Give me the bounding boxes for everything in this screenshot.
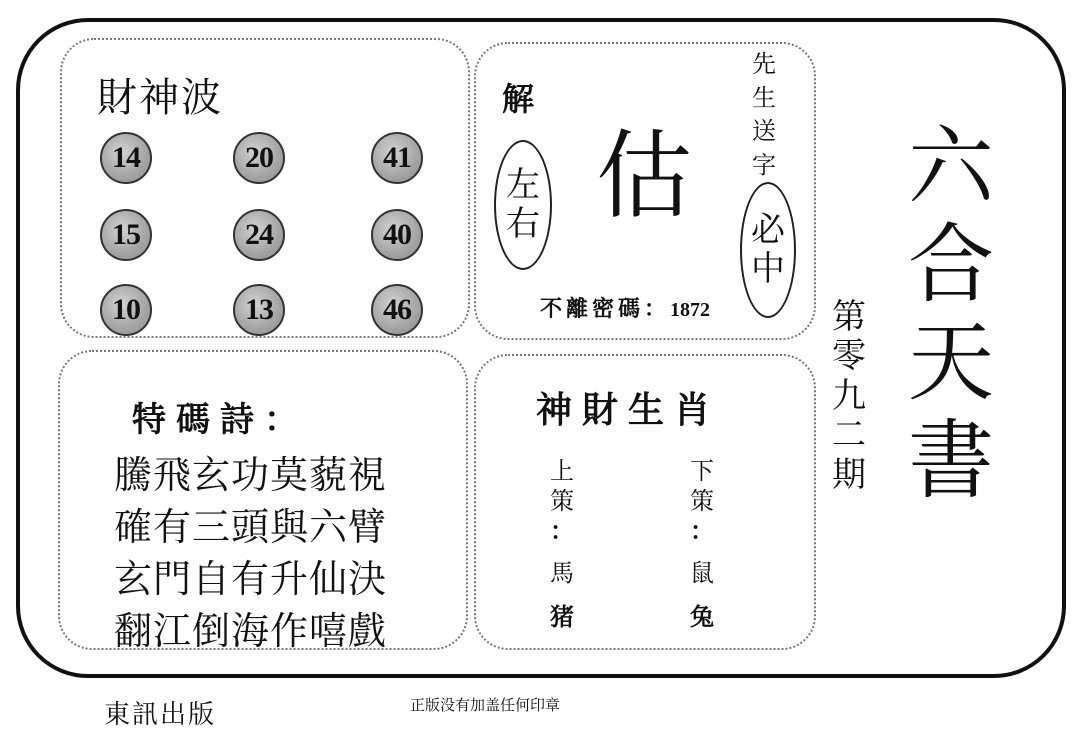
poem-line: 翻江倒海作嘻戲 <box>114 609 388 653</box>
main-title-char: 合 <box>908 215 994 316</box>
authenticity-notice: 正版没有加盖任何印章 <box>410 696 561 714</box>
upper-label-char: 上 <box>550 457 574 485</box>
issue-char: 零 <box>832 336 866 377</box>
upper-colon: ： <box>550 516 574 545</box>
gift-char: 先 <box>752 50 776 78</box>
gift-char: 送 <box>752 117 776 146</box>
issue-char: 九 <box>832 375 866 416</box>
lower-colon: ： <box>690 516 714 545</box>
gift-char: 生 <box>752 83 776 112</box>
main-title-char: 書 <box>908 411 994 512</box>
poem-line: 玄門自有升仙決 <box>114 557 388 601</box>
left-oval <box>494 140 552 270</box>
right-oval-char: 中 <box>751 249 785 289</box>
number-ball: 41 <box>371 132 423 184</box>
poem-title: 特碼詩： <box>132 400 308 440</box>
upper-label-char: 策 <box>550 487 574 515</box>
poem-line: 騰飛玄功莫藐視 <box>114 453 388 497</box>
secret-code-label: 不離密碼： <box>540 296 671 322</box>
lower-animal: 兔 <box>690 602 714 631</box>
main-title-char: 天 <box>908 313 994 414</box>
secret-code-value: 1872 <box>670 299 711 321</box>
lower-animal: 鼠 <box>690 559 714 587</box>
gift-char: 字 <box>752 150 776 179</box>
issue-char: 第 <box>832 297 866 337</box>
issue-char: 二 <box>832 415 866 456</box>
secret-code-line <box>540 292 710 323</box>
lower-label-char: 策 <box>690 487 714 515</box>
poem-line: 確有三頭與六臂 <box>114 505 388 549</box>
number-ball: 20 <box>233 132 285 184</box>
zodiac-title: 神財生肖 <box>536 389 721 431</box>
upper-animal: 馬 <box>550 559 574 587</box>
gift-text-column <box>752 48 776 182</box>
left-oval-char: 左 <box>506 164 540 205</box>
number-ball: 40 <box>371 209 423 261</box>
right-oval-char: 必 <box>751 209 785 250</box>
number-ball: 10 <box>100 284 152 336</box>
number-ball: 15 <box>100 209 152 261</box>
lower-label-char: 下 <box>690 457 714 485</box>
clue-label: 解 <box>502 80 535 118</box>
upper-animal: 猪 <box>550 602 574 631</box>
number-ball: 14 <box>100 132 152 184</box>
lower-strategy <box>690 456 714 632</box>
main-title-char: 六 <box>908 117 994 217</box>
left-oval-char: 右 <box>506 204 540 244</box>
clue-big-character: 估 <box>596 120 692 232</box>
wealth-wave-title: 財神波 <box>97 75 223 121</box>
number-ball: 46 <box>371 284 423 336</box>
number-ball: 13 <box>233 284 285 336</box>
issue-number <box>832 298 866 495</box>
publisher: 東訊出版 <box>104 700 217 730</box>
number-ball: 24 <box>233 209 285 261</box>
issue-char: 期 <box>832 454 866 495</box>
main-title <box>908 118 994 510</box>
upper-strategy <box>550 456 574 632</box>
right-oval <box>740 182 796 318</box>
